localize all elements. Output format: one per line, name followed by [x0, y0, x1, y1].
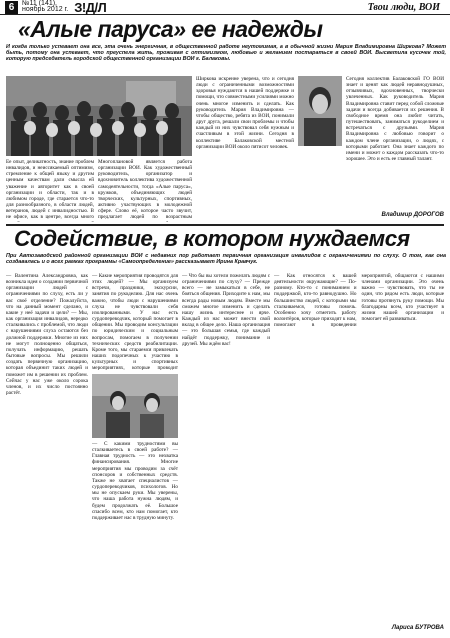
issue-date: ноябрь 2012 г.	[22, 6, 69, 13]
page-header	[0, 0, 450, 15]
issue-info	[22, 1, 68, 13]
portrait-photo	[298, 76, 342, 146]
article1-column-4: Сегодня коллектив Балаковской ГО ВОИ знает и ценят как людей неравнодушных, отзывчивых, вдохновенных, творчески увлеченных. Как руководитель Мария Владимировна ставит перед собой сложные задачи и всегда добивается их решения. В свободное время она любит читать, путешествовать, заниматься рукоделием и встречаться с друзьями. Мария Владимировна с любовью говорит о каждом члене организации, о людях, с которыми работает. Она знает каждого по имени и может о каждом рассказать что-то хорошее. Это и есть ее главный талант.	[346, 76, 444, 163]
article1-lead: И когда только успевает она все, эта очень энергичная, в общественной работе неутомимая, а в обычной жизни Мария Владимировна Ширкова? Может быть, потому она успевает, что преуспела жить, проживая с оптимизмом, любовью и желанием постараться в своей ВОИ. Высветила кусочек той, которую председатель городской общественной организации ВОИ г. Балаковы.	[6, 44, 446, 63]
article2-column-2: — Какие мероприятия проводятся для этих людей? — Мы организуем встречи, праздники, экскурсии, занятия по рукоделию. Для нас очень важно, чтобы люди с нарушениями слуха не чувствовали себя изолированными. У нас есть сурдопереводчик, который помогает в общении. Мы проводим консультации по юридическим и социальным вопросам, помогаем в получении технических средств реабилитации. Кроме того, мы стараемся привлекать наших подопечных к участию в культурных и спортивных мероприятиях, которые проводит	[92, 273, 178, 371]
article1-column-3: Ширкова искренне уверена, что и сегодня люди с ограниченными возможностями здоровья нуждаются в нашей поддержке и помощи, что совместными усилиями можно очень многое изменить и сделать. Как руководитель Мария Владимировна — чтобы общество, ребята из ВОИ, понимали друг друга, решали свои проблемы и чтобы каждый из них чувствовал себя нужным и счастливым в этой жизни. Сегодня в коллективе Балаковской местной организации ВОИ около пятисот человек.	[196, 76, 294, 150]
article1-author: Владимир ДОРОГОВ	[381, 212, 444, 218]
article2-lead: При Автозаводской районной организации ВОИ с недавних пор работает первичная организация инвалидов с ограничениями по слуху. О том, как она создавалась и о всех рамках программы «Самоопределение» рассказывает Ирина Кравчук.	[6, 253, 446, 266]
article2-column-1: — Валентина Александровна, как возникла идея о создании первичной организации людей с ограничениями по слуху, есть ли у вас своё отделение? Пожалуйста, что на данный момент сделано, и какие у неё задачи и цели? — Мы, как организация инвалидов, нередко сталкивались с проблемой, что люди с нарушениями слуха остаются без должной поддержки. Многие из них не могут полноценно общаться, получать информацию, решать бытовые вопросы. Мы решили создать первичную организацию, которая объединит таких людей и поможет им в решении их проблем. Сейчас у нас уже около сорока членов, и их число постоянно растёт.	[6, 273, 88, 396]
article1-column-1: Ее опыт, деликатность, знание проблем инвалидов, и неиссякаемый оптимизм, стремление к общей языку и другим ценным качествам дали смысла ей уважение и авторитет как в своей организации и области, так и в любимом городе, где старается что-то для разнообразного, в области людей, ветеранов, людей с инвалидностью. В не офисе, как в центре, всегда много	[6, 159, 94, 221]
article2-column-3: — С какими трудностями вы сталкиваетесь в своей работе? — Главная трудность — это нехватка финансирования. Многие мероприятия мы проводим за счёт спонсоров и собственных средств. Также не хватает специалистов — сурдопереводчиков, психологов. Но мы не опускаем руки. Мы уверены, что наша работа нужна людям, и будем продолжать её. Большое спасибо всем, кто нам помогает, кто поддерживает нас в трудную минуту.	[92, 441, 178, 521]
interview-photo	[92, 374, 178, 438]
article2-headline: Содействие, в котором нуждаемся	[14, 226, 410, 251]
page-number: 6	[5, 1, 18, 14]
issue-number: №11 (141),	[22, 0, 58, 7]
article2-column-4: — Что бы вы хотели пожелать людям с ограничениями по слуху? — Прежде всего — не замыкаться в себе, не бояться общения. Приходите к нам, мы всегда рады новым людям. Вместе мы сможем многое изменить и сделать нашу жизнь интереснее и ярче. Каждый из нас может внести свой вклад в общее дело. Наша организация — это большая семья, где каждый найдёт поддержку, понимание и друзей. Мы ждём вас!	[182, 273, 270, 347]
article2-author: Лариса БУТРОВА	[391, 625, 444, 631]
article1-headline: «Алые паруса» ее надежды	[18, 16, 323, 42]
group-photo	[6, 76, 192, 156]
article2-column-5: — Как относятся к вашей деятельности окружающие? — По-разному. Кто-то с пониманием и поддержкой, кто-то равнодушно. Но большинство людей, с которыми мы сталкиваемся, готовы помочь. Особенно хочу отметить работу волонтёров, которые приходят к нам, помогают в проведении мероприятий, общаются с нашими членами организации. Это очень важно — чувствовать, что ты не один, что рядом есть люди, которые готовы протянуть руку помощи. Мы благодарны всем, кто участвует в жизни нашей организации и помогает ей развиваться.	[274, 273, 444, 329]
section-title: Твои люди, ВОИ	[367, 1, 440, 13]
article1-column-2: Многоплановой является работа организации ВОИ. Как художественный руководитель, организатор и вдохновитель коллектива художественной самодеятельности, тогда «Алые паруса», кружков, объединяющих людей творческих, культурных, спортивных, активно участвующих в молодежной сфере. Слово её, которое часто звучит, предлагает людей по возрастным	[98, 159, 192, 221]
newspaper-logo: З!Д/Л	[74, 0, 107, 15]
